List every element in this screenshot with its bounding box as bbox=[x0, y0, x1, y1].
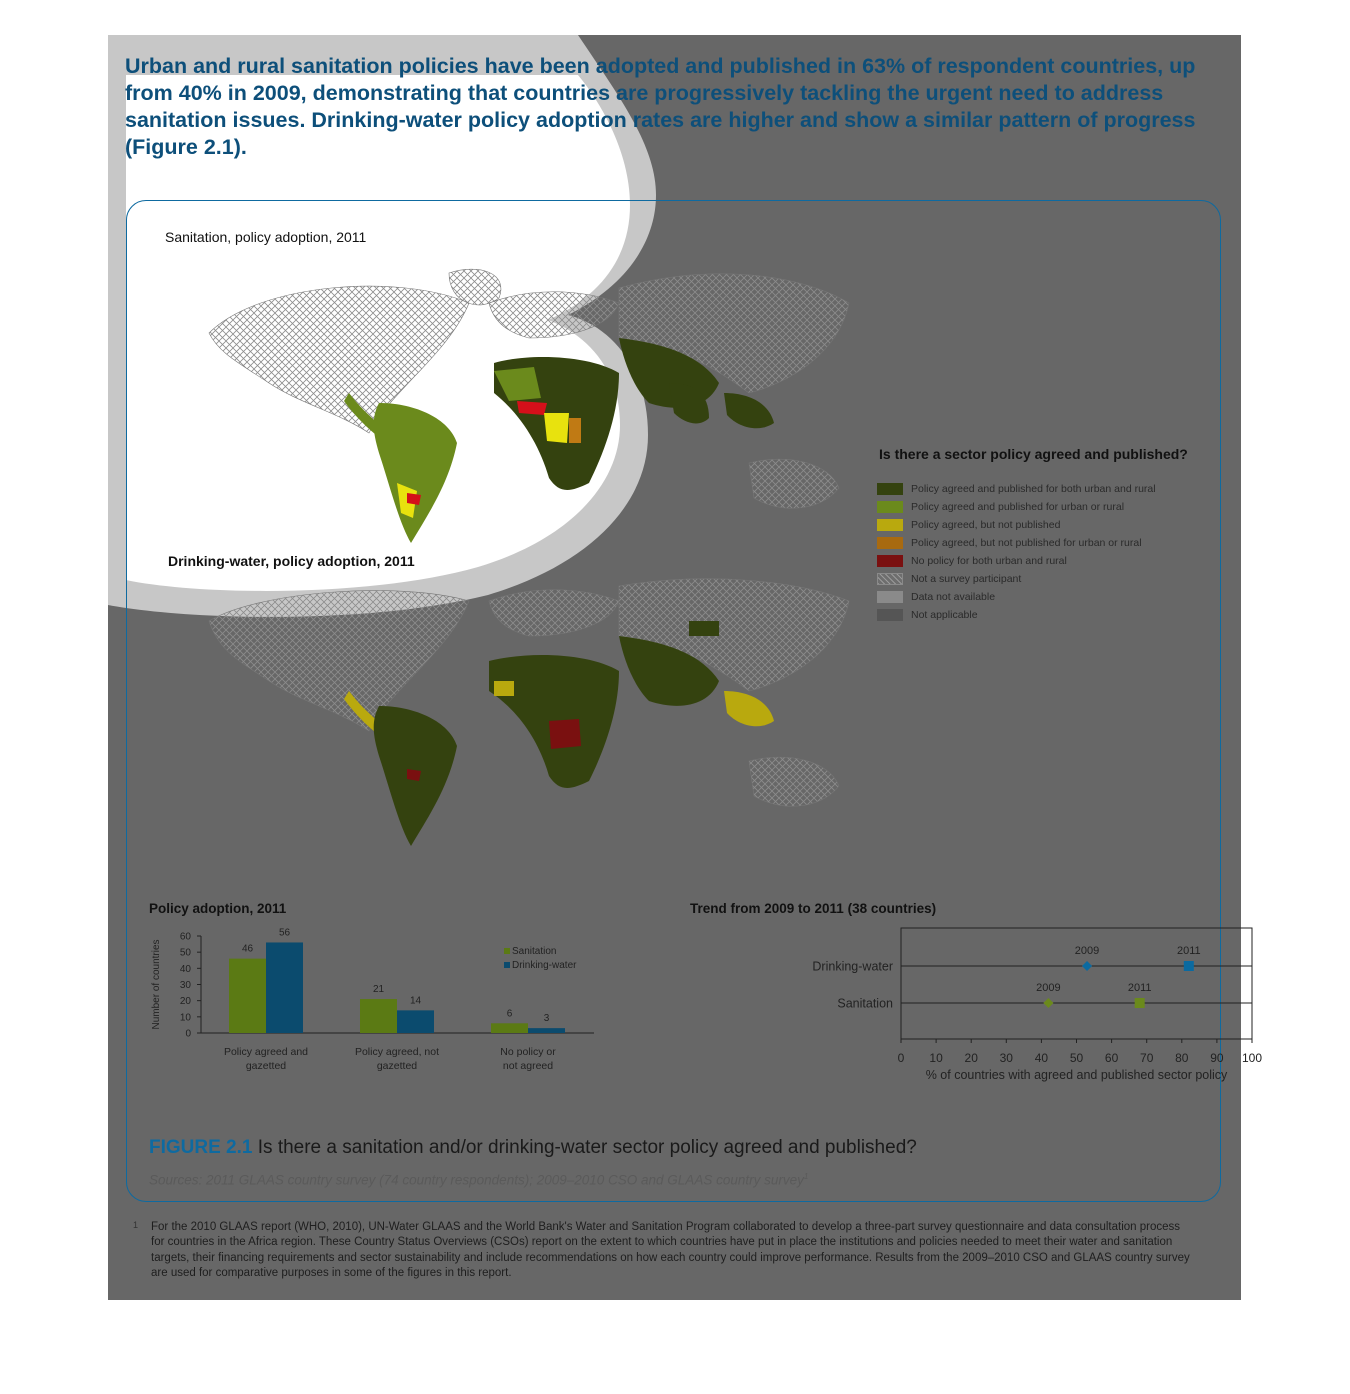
west-africa-yellow bbox=[494, 681, 514, 696]
legend-label: No policy for both urban and rural bbox=[911, 555, 1067, 567]
policy-adoption-chart bbox=[149, 901, 609, 1091]
x-tick-label: 60 bbox=[1104, 1051, 1119, 1065]
footnote-text: For the 2010 GLAAS report (WHO, 2010), UN-Water GLAAS and the World Bank's Water and Sanitation Program collaborated to develop a three-part survey questionnaire and data consultation process for countries in the Africa region. These Country Status Overviews (CSOs) report on the extent to which countries have put in place the institutions and policies needed to meet their water and sanitation targets, their financing requirements and sector sustainability and include recommendations on how each country could improve performance. Results from the 2009–2010 CSO and GLAAS country survey are used for comparative purposes in some of the figures in this report. bbox=[151, 1221, 1190, 1279]
sources-footnote-ref: 1 bbox=[803, 1172, 809, 1181]
legend-item bbox=[877, 552, 1217, 570]
x-tick-label: 80 bbox=[1175, 1051, 1189, 1065]
legend-item bbox=[877, 606, 1217, 624]
report-page bbox=[108, 35, 1263, 1300]
y-tick-label: 20 bbox=[179, 996, 191, 1008]
category-label: gazetted bbox=[376, 1060, 418, 1072]
x-axis-label: % of countries with agreed and published sector policy bbox=[925, 1068, 1228, 1082]
point-label: 2009 bbox=[1074, 945, 1100, 957]
figure-panel bbox=[126, 200, 1263, 1202]
drinking-water-map-title: Drinking-water, policy adoption, 2011 bbox=[168, 553, 415, 569]
x-tick-label: 0 bbox=[897, 1051, 905, 1065]
legend-swatch bbox=[877, 555, 903, 567]
legend-label: Policy agreed and published for urban or rural bbox=[911, 501, 1125, 513]
x-tick-label: 20 bbox=[964, 1051, 978, 1065]
legend-swatch bbox=[504, 948, 510, 954]
y-axis-label: Number of countries bbox=[151, 939, 162, 1030]
legend-label: Policy agreed, but not published for urban or rural bbox=[911, 537, 1142, 549]
intro-paragraph: Urban and rural sanitation policies have been adopted and published in 63% of respondent countries, up from 40% in 2009, demonstrating that countries are progressively tackling the urgent need to address sanitation issues. Drinking-water policy adoption rates are higher and show a similar pattern of progress (Figure 2.1). bbox=[125, 54, 1196, 159]
x-tick-label: 10 bbox=[929, 1051, 943, 1065]
drinking-water-world-map bbox=[149, 581, 869, 881]
bar bbox=[229, 959, 266, 1033]
category-label: not agreed bbox=[502, 1060, 554, 1072]
legend-item bbox=[877, 498, 1217, 516]
data-point bbox=[1184, 961, 1194, 971]
europe bbox=[489, 590, 619, 636]
y-tick-label: 30 bbox=[179, 980, 191, 991]
australia bbox=[749, 757, 839, 806]
paraguay bbox=[407, 769, 421, 781]
legend-label: Not applicable bbox=[911, 609, 978, 621]
europe bbox=[489, 292, 619, 338]
data-label: 14 bbox=[409, 995, 422, 1007]
legend-label: Data not available bbox=[911, 591, 996, 603]
x-tick-label: 100 bbox=[1241, 1051, 1263, 1065]
legend-item bbox=[877, 570, 1217, 588]
sanitation-world-map bbox=[149, 243, 869, 543]
figure-label: FIGURE 2.1 bbox=[149, 1137, 253, 1158]
legend-item bbox=[877, 588, 1217, 606]
bar bbox=[397, 1010, 434, 1033]
x-tick-label: 50 bbox=[1069, 1051, 1084, 1065]
legend-swatch bbox=[877, 519, 903, 531]
central-africa-orange bbox=[569, 418, 581, 443]
legend-rows bbox=[877, 480, 1217, 624]
trend-chart-title: Trend from 2009 to 2011 (38 countries) bbox=[690, 901, 937, 916]
bar-chart-title: Policy adoption, 2011 bbox=[149, 901, 287, 916]
bar bbox=[491, 1023, 528, 1033]
point-label: 2011 bbox=[1176, 945, 1201, 957]
legend-item bbox=[877, 516, 1217, 534]
north-america bbox=[209, 286, 469, 433]
map-legend bbox=[877, 446, 1217, 624]
trend-chart bbox=[682, 901, 1263, 1101]
y-tick-label: 10 bbox=[179, 1012, 191, 1024]
bar-chart-svg bbox=[149, 921, 609, 1081]
footnote-mark: 1 bbox=[133, 1220, 139, 1230]
legend-item bbox=[877, 480, 1217, 498]
legend-swatch bbox=[877, 537, 903, 549]
y-tick-label: 0 bbox=[185, 1028, 191, 1040]
category-label: gazetted bbox=[245, 1060, 287, 1072]
sanitation-map-title: Sanitation, policy adoption, 2011 bbox=[165, 229, 367, 245]
x-tick-label: 40 bbox=[1034, 1051, 1049, 1065]
point-label: 2011 bbox=[1127, 982, 1152, 994]
figure-caption-text: Is there a sanitation and/or drinking-water sector policy agreed and published? bbox=[252, 1137, 917, 1158]
legend-label: Policy agreed and published for both urban and rural bbox=[911, 483, 1156, 495]
legend-swatch bbox=[877, 609, 903, 621]
trend-chart-svg bbox=[682, 921, 1263, 1096]
figure-caption bbox=[149, 1137, 917, 1159]
y-tick-label: 60 bbox=[179, 931, 191, 943]
bar bbox=[266, 942, 303, 1033]
figure-sources-text: Sources: 2011 GLAAS country survey (74 country respondents); 2009–2010 CSO and GLAAS country survey bbox=[149, 1172, 804, 1188]
x-tick-label: 90 bbox=[1210, 1051, 1224, 1065]
central-africa-red bbox=[549, 719, 581, 749]
data-label: 21 bbox=[372, 984, 385, 996]
legend-swatch bbox=[877, 591, 903, 603]
figure-sources bbox=[149, 1172, 808, 1188]
paraguay bbox=[407, 493, 421, 505]
legend-swatch bbox=[504, 962, 510, 968]
data-point bbox=[1043, 998, 1053, 1008]
legend-label: Sanitation bbox=[512, 946, 557, 957]
legend-title: Is there a sector policy agreed and published? bbox=[879, 446, 1188, 462]
x-tick-label: 70 bbox=[1140, 1051, 1154, 1065]
legend-swatch bbox=[877, 483, 903, 495]
legend-label: Drinking-water bbox=[512, 960, 577, 971]
y-tick-label: 50 bbox=[179, 947, 191, 959]
south-east-asia bbox=[724, 393, 774, 428]
data-label: 46 bbox=[241, 943, 254, 955]
point-label: 2009 bbox=[1036, 982, 1061, 994]
category-label: Sanitation bbox=[837, 996, 893, 1011]
data-label: 56 bbox=[278, 927, 291, 939]
north-america bbox=[209, 591, 469, 731]
legend-swatch bbox=[877, 501, 903, 513]
legend-swatch bbox=[877, 573, 903, 585]
australia bbox=[749, 459, 839, 508]
central-asia bbox=[689, 621, 719, 636]
data-label: 3 bbox=[543, 1013, 550, 1025]
x-tick-label: 30 bbox=[999, 1051, 1013, 1065]
west-africa-red bbox=[517, 401, 547, 415]
bar bbox=[360, 999, 397, 1033]
category-label: Policy agreed and bbox=[223, 1046, 309, 1058]
category-label: No policy or bbox=[500, 1046, 556, 1058]
data-point bbox=[1082, 961, 1092, 971]
data-label: 6 bbox=[506, 1008, 513, 1020]
category-label: Policy agreed, not bbox=[354, 1046, 440, 1058]
y-tick-label: 40 bbox=[179, 963, 191, 975]
bar bbox=[528, 1028, 565, 1033]
south-east-asia bbox=[724, 691, 774, 726]
category-label: Drinking-water bbox=[812, 959, 893, 974]
data-point bbox=[1135, 998, 1145, 1008]
legend-label: Policy agreed, but not published bbox=[911, 519, 1061, 531]
south-america bbox=[374, 403, 457, 543]
legend-item bbox=[877, 534, 1217, 552]
central-africa-yellow bbox=[544, 413, 569, 443]
legend-label: Not a survey participant bbox=[911, 573, 1022, 585]
